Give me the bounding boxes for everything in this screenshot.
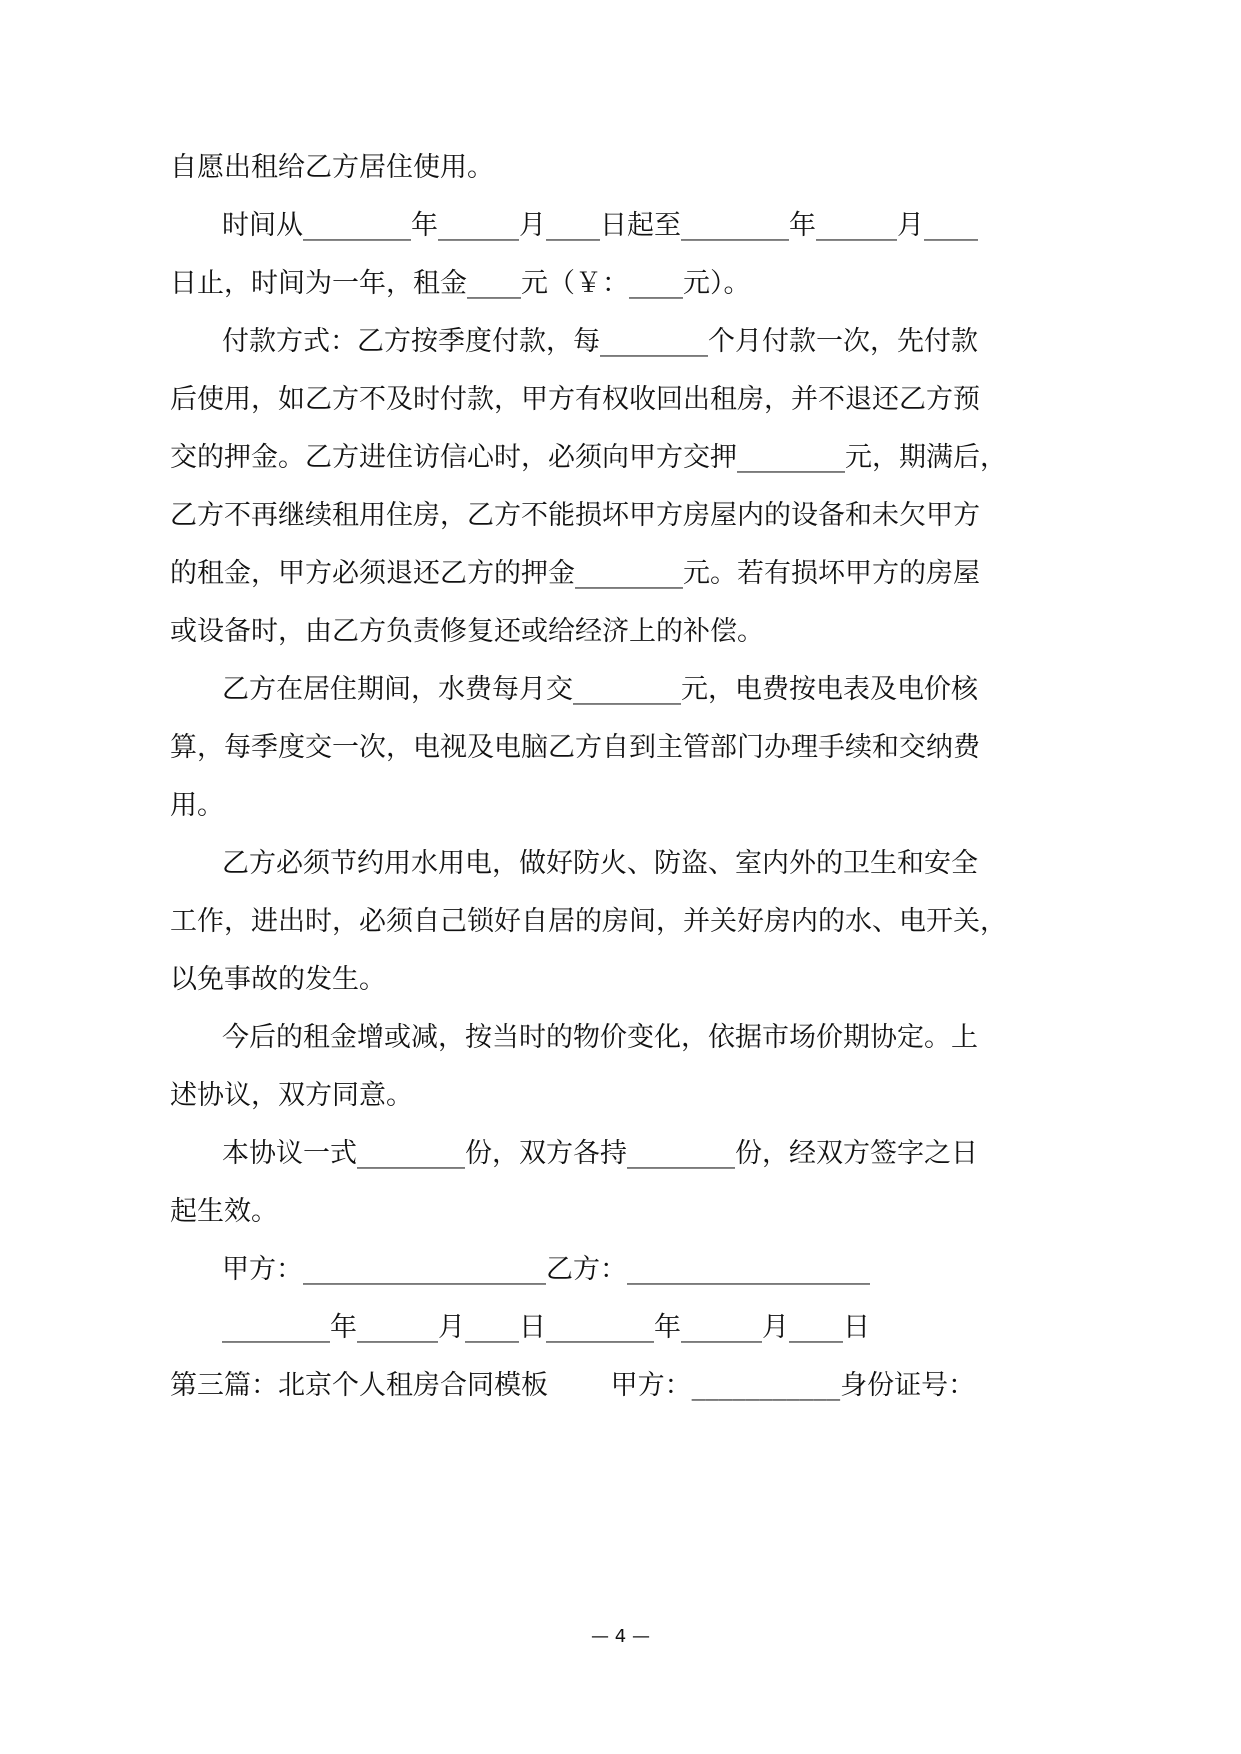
text-line: 今后的租金增或减，按当时的物价变化，依据市场价期协定。上 [222,1022,978,1053]
text-line: 乙方不再继续租用住房，乙方不能损坏甲方房屋内的设备和未欠甲方 [170,500,980,531]
text-line: 算，每季度交一次，电视及电脑乙方自到主管部门办理手续和交纳费 [170,732,980,763]
text-line: 以免事故的发生。 [170,964,386,995]
date-line: ________年______月____日________年______月____日 [222,1312,870,1343]
text-line: 乙方在居住期间，水费每月交________元，电费按电表及电价核 [222,674,978,705]
text-line: 述协议，双方同意。 [170,1080,413,1111]
text-line: 用。 [170,790,224,821]
text-line: 或设备时，由乙方负责修复还或给经济上的补偿。 [170,616,764,647]
text-line: 付款方式：乙方按季度付款，每________个月付款一次，先付款 [222,326,978,357]
text-line: 起生效。 [170,1196,278,1227]
text-line: 的租金，甲方必须退还乙方的押金________元。若有损坏甲方的房屋 [170,558,980,589]
text-line: 本协议一式________份，双方各持________份，经双方签字之日 [222,1138,978,1169]
page-number: — 4 — [591,1626,650,1647]
text-line: 自愿出租给乙方居住使用。 [170,152,494,183]
text-line: 时间从________年______月____日起至________年______月____ [222,210,978,241]
text-line: 后使用，如乙方不及时付款，甲方有权收回出租房，并不退还乙方预 [170,384,980,415]
text-line: 乙方必须节约用水用电，做好防火、防盗、室内外的卫生和安全 [222,848,978,879]
text-line: 交的押金。乙方进住访信心时，必须向甲方交押________元，期满后， [170,442,1007,473]
text-line: 日止，时间为一年，租金____元（￥：____元）。 [170,268,751,299]
text-line: 工作，进出时，必须自己锁好自居的房间，并关好房内的水、电开关， [170,906,1007,937]
section-heading: 第三篇：北京个人租房合同模板 甲方：___________身份证号： [170,1370,976,1401]
signature-line: 甲方：__________________乙方：__________________ [222,1254,870,1285]
